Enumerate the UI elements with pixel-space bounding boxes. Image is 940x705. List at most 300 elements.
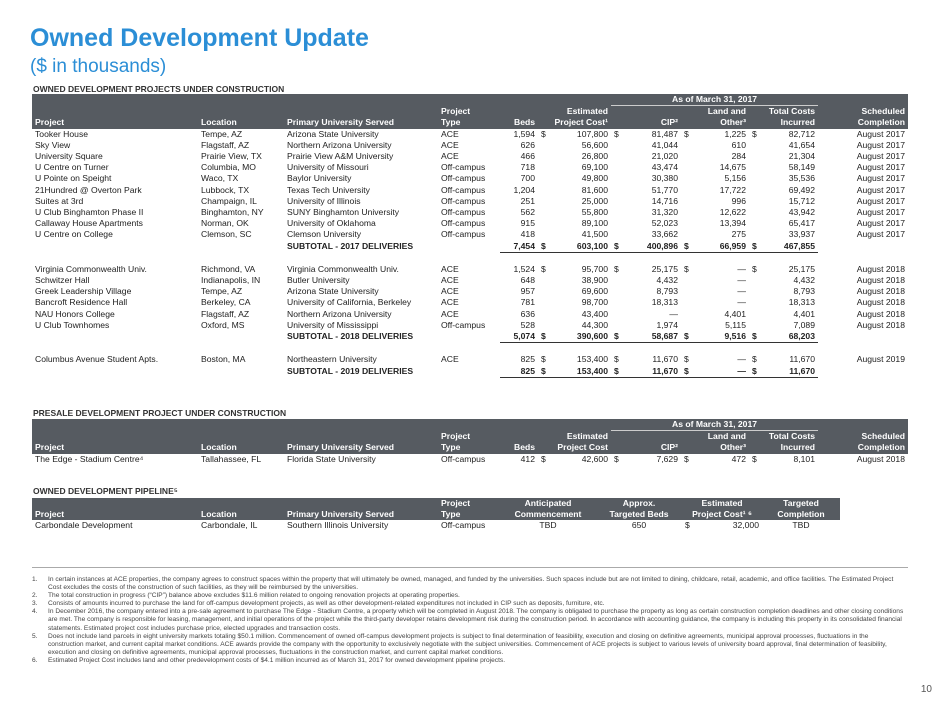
subtotal-label: SUBTOTAL - 2018 DELIVERIES [287, 331, 414, 342]
cell-cost: 32,000 [732, 520, 759, 531]
cell-project: Schwitzer Hall [35, 275, 90, 286]
cell-land: 5,115 [725, 319, 746, 330]
cell-beds: 650 [631, 520, 647, 531]
cell-dollar: $ [752, 354, 757, 365]
cell-completion: August 2017 [856, 229, 905, 240]
cell-completion: August 2017 [856, 218, 905, 229]
header-total-top: Total Costs [749, 431, 818, 443]
cell-dollar [611, 286, 623, 297]
header-targeted-beds: Targeted Beds [596, 509, 682, 520]
cell-location: Boston, MA [201, 354, 246, 365]
cell-commencement: TBD [539, 520, 557, 531]
footnote-divider [32, 567, 908, 568]
cell-university: Clemson University [287, 229, 362, 240]
cell-type: ACE [441, 275, 459, 286]
cell-completion: August 2018 [856, 286, 905, 297]
cell-total: 43,942 [788, 206, 815, 217]
cell-land: 1,225 [724, 128, 746, 139]
cell-dollar: $ [749, 331, 761, 343]
section-heading-presale: PRESALE DEVELOPMENT PROJECT UNDER CONSTRUCTION [33, 408, 287, 418]
cell-dollar [538, 297, 550, 308]
subtotal-land: 9,516 [693, 331, 749, 343]
footnote [32, 576, 904, 592]
cell-total: 82,712 [788, 128, 815, 139]
subtotal-beds: 5,074 [500, 331, 538, 343]
cell-university: Northern Arizona University [287, 139, 392, 150]
subtotal-beds: 825 [500, 366, 538, 378]
header-type-top: Project [438, 498, 500, 509]
cell-total: 41,654 [788, 139, 815, 150]
cell-dollar: $ [752, 128, 757, 139]
cell-project: Bancroft Residence Hall [35, 297, 128, 308]
cell-dollar [749, 309, 761, 320]
cell-dollar [538, 185, 550, 196]
cell-dollar: $ [614, 453, 619, 464]
cell-land: 275 [731, 229, 746, 240]
cell-cip: 43,474 [651, 162, 678, 173]
cell-dollar: $ [611, 240, 623, 252]
cell-cost: 153,400 [576, 354, 608, 365]
header-total: Incurred [749, 117, 818, 128]
cell-beds: 528 [520, 319, 535, 330]
cell-dollar: $ [541, 128, 546, 139]
cell-location: Tempe, AZ [201, 286, 243, 297]
cell-university: Southern Illinois University [287, 520, 389, 531]
cell-completion: August 2018 [856, 297, 905, 308]
cell-dollar [681, 162, 693, 173]
cell-project: U Club Binghamton Phase II [35, 206, 144, 217]
cell-university: SUNY Binghamton University [287, 206, 400, 217]
cell-dollar [538, 286, 550, 297]
cell-dollar [681, 297, 693, 308]
cell-completion: August 2017 [856, 173, 905, 184]
header-university: Primary University Served [284, 442, 438, 453]
cell-project: U Centre on College [35, 229, 113, 240]
header-type-top: Project [438, 106, 500, 118]
cell-land: 13,394 [719, 218, 746, 229]
cell-dollar [611, 207, 623, 218]
cell-dollar [681, 151, 693, 162]
cell-total: 8,101 [793, 453, 815, 464]
cell-total: 4,401 [793, 308, 815, 319]
header-type: Type [438, 509, 500, 520]
cell-dollar [611, 185, 623, 196]
cell-total: 58,149 [788, 162, 815, 173]
header-location: Location [198, 117, 284, 128]
cell-dollar: $ [685, 520, 690, 531]
cell-dollar: $ [538, 331, 550, 343]
table-row [32, 151, 908, 162]
cell-completion: August 2017 [856, 151, 905, 162]
cell-total: 25,175 [788, 263, 815, 274]
cell-land: 14,675 [719, 162, 746, 173]
cell-completion: August 2018 [856, 308, 905, 319]
section-heading-pipeline: OWNED DEVELOPMENT PIPELINE⁵ [33, 486, 178, 496]
cell-location: Prairie View, TX [201, 151, 262, 162]
cell-cost: 107,800 [576, 128, 608, 139]
cell-total: 18,313 [788, 297, 815, 308]
cell-dollar: $ [749, 366, 761, 378]
cell-dollar [611, 297, 623, 308]
cell-location: Flagstaff, AZ [201, 308, 250, 319]
cell-university: University of California, Berkeley [287, 297, 412, 308]
footnote-text: Does not include land parcels in eight university markets totaling $50.1 million. Commencement of owned off-campus development projects is subject to final determination of feasibility, execution and closing on definitive agreements, municipal approval processes, fluctuations in the construction market, and current capital market conditions. ACE awards provide the company with the opportunity to exclusively negotiate with the subject universities. Commencement of ACE projects is subject to various levels of university board approval, final determination of feasibility, execution and closing on definitive agreements, municipal approval processes, fluctuations in the construction market, and current capital market conditions. [48, 632, 887, 656]
cell-dollar [749, 196, 761, 207]
page-subtitle: ($ in thousands) [30, 56, 167, 77]
cell-university: Arizona State University [287, 128, 379, 139]
cell-dollar: $ [614, 128, 619, 139]
cell-completion: August 2017 [856, 128, 905, 139]
subtotal-cost: 153,400 [550, 366, 611, 378]
cell-university: Northeastern University [287, 354, 377, 365]
cell-project: U Pointe on Speight [35, 173, 112, 184]
footnote-text: Estimated Project Cost includes land and other predevelopment costs of $4.1 million incurred as of March 31, 2017 for owned development pipeline projects. [48, 656, 506, 664]
cell-location: Norman, OK [201, 218, 249, 229]
cell-dollar [538, 162, 550, 173]
cell-land: 12,622 [719, 206, 746, 217]
cell-type: Off-campus [441, 184, 486, 195]
cell-location: Waco, TX [201, 173, 239, 184]
cell-dollar [611, 151, 623, 162]
table-row [32, 354, 908, 365]
cell-land: 5,156 [724, 173, 746, 184]
header-cip: CIP² [611, 117, 681, 128]
cell-dollar [681, 140, 693, 151]
cell-dollar [611, 309, 623, 320]
cell-dollar [749, 286, 761, 297]
header-cost: Project Cost¹ ⁶ [682, 509, 762, 520]
cell-cip: 21,020 [651, 151, 678, 162]
owned-construction-table [32, 94, 908, 378]
cell-cost: 41,500 [581, 229, 608, 240]
header-cost-top: Estimated [538, 431, 611, 443]
header-land-top: Land and [681, 431, 749, 443]
cell-dollar: $ [681, 240, 693, 252]
table-row [32, 286, 908, 297]
footnotes [32, 576, 904, 665]
table-row [32, 320, 908, 331]
subtotal-land: 66,959 [693, 240, 749, 252]
subtotal-label: SUBTOTAL - 2019 DELIVERIES [287, 365, 414, 376]
cell-type: ACE [441, 297, 459, 308]
cell-beds: 562 [520, 206, 535, 217]
cell-location: Richmond, VA [201, 263, 256, 274]
cell-dollar: $ [684, 263, 689, 274]
footnote-text: Consists of amounts incurred to purchase the land for off-campus development projects, as well as other development-related expenditures not included in CIP such as deposits, furniture, etc. [48, 600, 605, 608]
as-of-label: As of March 31, 2017 [611, 419, 818, 431]
table-row [32, 207, 908, 218]
cell-total: 33,937 [788, 229, 815, 240]
table-row [32, 264, 908, 275]
cell-project: Suites at 3rd [35, 195, 84, 206]
cell-dollar [681, 207, 693, 218]
header-completion: Completion [762, 509, 840, 520]
cell-dollar [611, 162, 623, 173]
cell-land: 610 [731, 139, 746, 150]
cell-dollar [749, 229, 761, 240]
cell-dollar: $ [611, 366, 623, 378]
cell-beds: 626 [520, 139, 535, 150]
cell-cost: 69,100 [581, 162, 608, 173]
cell-dollar [611, 173, 623, 184]
page-title: Owned Development Update [30, 24, 369, 52]
cell-cost: 26,800 [581, 151, 608, 162]
cell-cip: 33,662 [651, 229, 678, 240]
table-row [32, 129, 908, 140]
cell-project: Columbus Avenue Student Apts. [35, 354, 159, 365]
cell-dollar [749, 275, 761, 286]
subtotal-cip: 58,687 [623, 331, 681, 343]
cell-project: Callaway House Apartments [35, 218, 143, 229]
cell-beds: 1,524 [513, 263, 535, 274]
footnote-number: 3. [32, 600, 38, 608]
table-row [32, 196, 908, 207]
cell-location: Clemson, SC [201, 229, 252, 240]
header-target-top: Targeted [762, 498, 840, 509]
cell-cost: 55,800 [581, 206, 608, 217]
cell-beds: 957 [520, 286, 535, 297]
header-completion: Completion [818, 117, 908, 128]
cell-location: Carbondale, IL [201, 520, 258, 531]
subtotal-total: 68,203 [761, 331, 818, 343]
cell-dollar [681, 320, 693, 331]
cell-dollar [611, 320, 623, 331]
cell-cost: 43,400 [581, 308, 608, 319]
cell-cost: 98,700 [581, 297, 608, 308]
header-sched-top: Scheduled [818, 431, 908, 443]
cell-dollar: $ [614, 263, 619, 274]
subtotal-row [32, 240, 908, 252]
subtotal-cost: 390,600 [550, 331, 611, 343]
cell-dollar [538, 207, 550, 218]
cell-cip: 18,313 [651, 297, 678, 308]
cell-cip: 81,487 [651, 128, 678, 139]
cell-beds: 700 [520, 173, 535, 184]
cell-cip: 31,320 [651, 206, 678, 217]
subtotal-total: 467,855 [761, 240, 818, 252]
cell-university: University of Oklahoma [287, 218, 376, 229]
cell-dollar [538, 218, 550, 229]
cell-dollar [611, 196, 623, 207]
header-cost-top: Estimated [538, 106, 611, 118]
header-total-top: Total Costs [749, 106, 818, 118]
subtotal-cip: 400,896 [623, 240, 681, 252]
cell-location: Flagstaff, AZ [201, 139, 250, 150]
cell-land: — [737, 263, 746, 274]
cell-dollar: $ [752, 453, 757, 464]
cell-dollar [749, 173, 761, 184]
cell-project: Greek Leadership Village [35, 286, 132, 297]
cell-beds: 418 [520, 229, 535, 240]
table-row [32, 309, 908, 320]
cell-dollar [749, 207, 761, 218]
cell-land: — [737, 275, 746, 286]
cell-land: 996 [731, 195, 746, 206]
cell-dollar [749, 162, 761, 173]
cell-type: ACE [441, 128, 459, 139]
cell-dollar [538, 320, 550, 331]
header-location: Location [198, 442, 284, 453]
footnote [32, 592, 904, 600]
cell-completion: August 2018 [856, 263, 905, 274]
cell-total: 8,793 [793, 286, 815, 297]
cell-type: Off-campus [441, 206, 486, 217]
cell-project: NAU Honors College [35, 308, 115, 319]
table-row [32, 297, 908, 308]
header-cost-top: Estimated [682, 498, 762, 509]
cell-total: 15,712 [788, 195, 815, 206]
cell-completion: August 2018 [856, 275, 905, 286]
cell-completion: August 2018 [856, 319, 905, 330]
header-comm-top: Anticipated [500, 498, 596, 509]
table-row [32, 520, 840, 531]
cell-beds: 1,594 [513, 128, 535, 139]
cell-type: Off-campus [441, 453, 486, 464]
cell-cip: 11,670 [652, 354, 678, 365]
cell-type: Off-campus [441, 218, 486, 229]
header-beds: Beds [500, 117, 538, 128]
cell-cost: 42,600 [581, 453, 608, 464]
cell-project: 21Hundred @ Overton Park [35, 184, 142, 195]
footnote-number: 4. [32, 608, 38, 616]
cell-dollar: $ [749, 240, 761, 252]
cell-project: Tooker House [35, 128, 89, 139]
cell-cost: 56,600 [581, 139, 608, 150]
cell-cost: 25,000 [581, 195, 608, 206]
cell-dollar [538, 196, 550, 207]
cell-land: — [737, 297, 746, 308]
cell-land: 17,722 [719, 184, 746, 195]
footnote-number: 2. [32, 592, 38, 600]
subtotal-total: 11,670 [761, 366, 818, 378]
as-of-label: As of March 31, 2017 [611, 94, 818, 106]
footnote-text: In December 2016, the company entered into a pre-sale agreement to purchase The Edge - Stadium Centre, a property which will be completed in August 2018. The company is obligated to purchase the property as long as certain construction completion deadlines and other closing conditions are met. The company is responsible for leasing, management, and initial operations of the project while the third-party developer retains development risk during the construction period. In accordance with accounting guidance, the company is including this property in its consolidated financial statements. Estimated project cost includes purchase price, elected upgrades and transaction costs. [48, 608, 904, 632]
footnote [32, 608, 904, 632]
cell-type: Off-campus [441, 319, 486, 330]
subtotal-cost: 603,100 [550, 240, 611, 252]
cell-land: — [737, 354, 746, 365]
cell-project: Sky View [35, 139, 71, 150]
header-land: Other³ [681, 442, 749, 453]
cell-cip: 30,380 [651, 173, 678, 184]
cell-dollar [681, 218, 693, 229]
cell-cip: 7,629 [656, 453, 678, 464]
subtotal-row [32, 366, 908, 378]
cell-cip: 4,432 [656, 275, 678, 286]
table-row [32, 162, 908, 173]
cell-location: Berkeley, CA [201, 297, 251, 308]
table-row [32, 185, 908, 196]
header-type: Type [438, 117, 500, 128]
cell-cost: 81,600 [581, 184, 608, 195]
footnote-text: In certain instances at ACE properties, the company agrees to construct spaces within the property that will ultimately be owned, managed, and funded by the universities. Such spaces include but are not limited to dining, childcare, retail, academic, and office facilities. The Estimated Project Cost excludes the costs of the construction of such facilities, as they will be reimbursed by the universities. [48, 576, 894, 592]
cell-dollar: $ [681, 331, 693, 343]
cell-total: 35,536 [788, 173, 815, 184]
cell-dollar [611, 275, 623, 286]
cell-type: Off-campus [441, 520, 486, 531]
header-project: Project [32, 442, 198, 453]
cell-location: Lubbock, TX [201, 184, 250, 195]
pipeline-table [32, 498, 840, 532]
header-cost: Project Cost [538, 442, 611, 453]
header-university: Primary University Served [284, 117, 438, 128]
cell-cip: 14,716 [651, 195, 678, 206]
cell-dollar: $ [541, 263, 546, 274]
cell-dollar: $ [684, 128, 689, 139]
subtotal-cip: 11,670 [623, 366, 681, 378]
cell-cost: 89,100 [581, 218, 608, 229]
cell-dollar [681, 275, 693, 286]
cell-beds: 466 [520, 151, 535, 162]
cell-cost: 69,600 [581, 286, 608, 297]
cell-university: Florida State University [287, 453, 376, 464]
cell-type: Off-campus [441, 162, 486, 173]
cell-university: Prairie View A&M University [287, 151, 394, 162]
cell-total: 7,089 [793, 319, 815, 330]
cell-completion: August 2017 [856, 162, 905, 173]
footnote-text: The total construction in progress (“CIP”) balance above excludes $11.6 million related to ongoing renovation projects at operating properties. [48, 592, 460, 600]
header-commencement: Commencement [500, 509, 596, 520]
cell-university: Arizona State University [287, 286, 379, 297]
cell-land: — [737, 286, 746, 297]
cell-total: 11,670 [789, 354, 815, 365]
cell-type: ACE [441, 286, 459, 297]
footnote [32, 633, 904, 657]
cell-beds: 718 [520, 162, 535, 173]
cell-university: University of Missouri [287, 162, 369, 173]
header-location: Location [198, 509, 284, 520]
cell-dollar [538, 309, 550, 320]
header-project: Project [32, 509, 198, 520]
cell-dollar [538, 140, 550, 151]
cell-location: Indianapolis, IN [201, 275, 261, 286]
cell-beds: 636 [520, 308, 535, 319]
cell-dollar [681, 185, 693, 196]
cell-dollar [611, 140, 623, 151]
presale-table [32, 419, 908, 465]
cell-cip: 25,175 [651, 263, 678, 274]
cell-dollar: $ [611, 331, 623, 343]
cell-university: University of Illinois [287, 195, 361, 206]
cell-land: 284 [731, 151, 746, 162]
cell-dollar [681, 196, 693, 207]
cell-dollar [749, 140, 761, 151]
cell-project: U Club Townhomes [35, 319, 110, 330]
cell-university: Baylor University [287, 173, 352, 184]
cell-dollar [749, 218, 761, 229]
cell-cip: 51,770 [651, 184, 678, 195]
cell-dollar: $ [614, 354, 619, 365]
subtotal-land: — [693, 366, 749, 378]
header-sched-top: Scheduled [818, 106, 908, 118]
cell-dollar: $ [538, 366, 550, 378]
cell-dollar [538, 173, 550, 184]
cell-beds: 915 [520, 218, 535, 229]
cell-completion: August 2017 [856, 184, 905, 195]
table-row [32, 173, 908, 184]
cell-dollar: $ [681, 366, 693, 378]
cell-cost: 95,700 [581, 263, 608, 274]
cell-dollar [538, 275, 550, 286]
cell-total: 65,417 [788, 218, 815, 229]
cell-dollar [749, 320, 761, 331]
subtotal-row [32, 331, 908, 343]
cell-dollar [538, 229, 550, 240]
cell-type: Off-campus [441, 173, 486, 184]
footnote-number: 1. [32, 576, 38, 583]
cell-dollar: $ [684, 453, 689, 464]
cell-dollar: $ [538, 240, 550, 252]
